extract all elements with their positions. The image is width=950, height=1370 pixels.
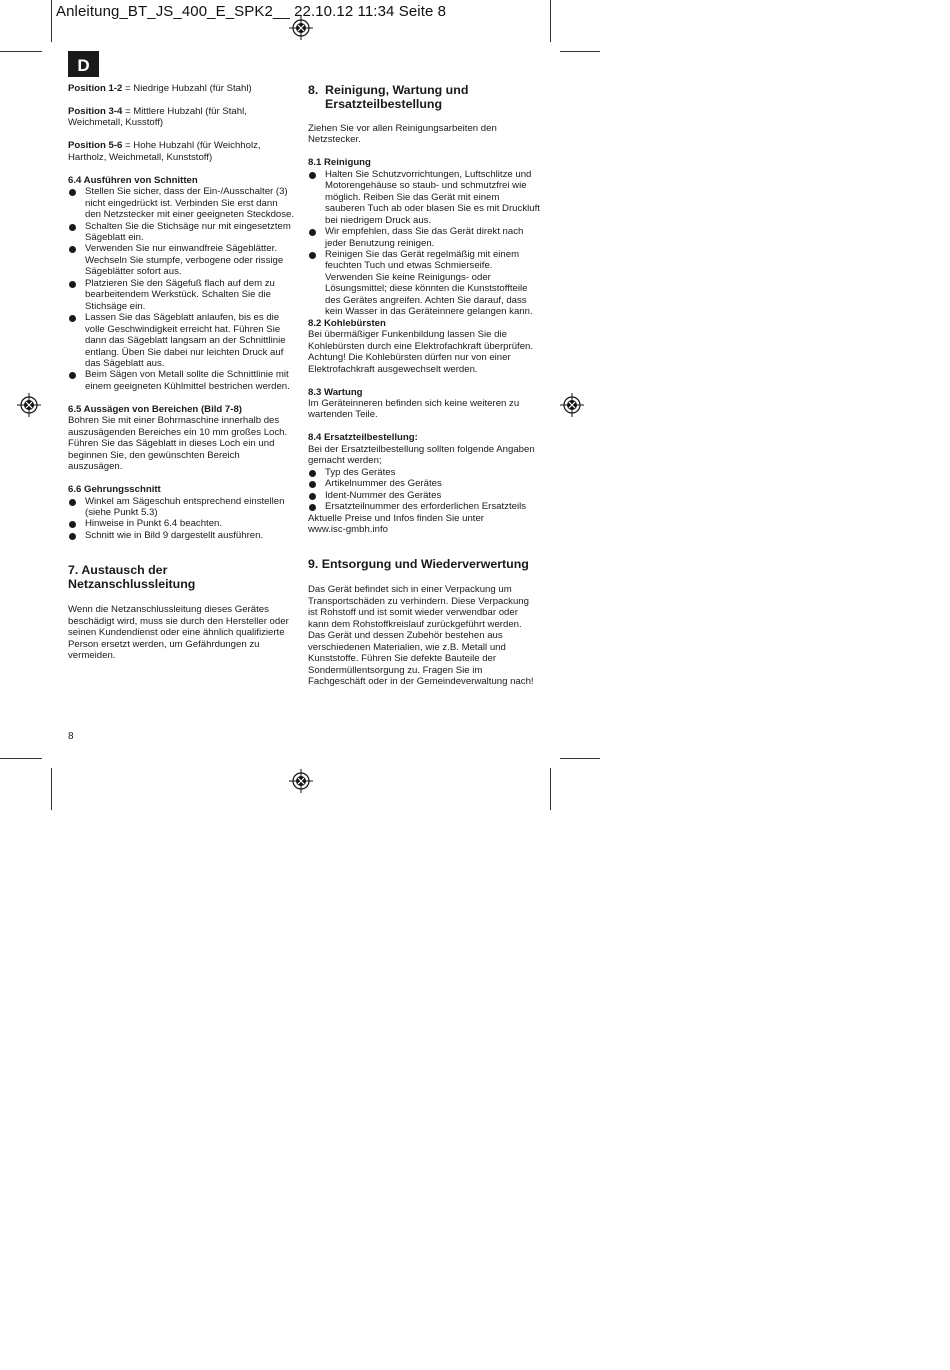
section-6-5-text: Bohren Sie mit einer Bohrmaschine innerhalb des auszusägenden Bereiches ein 10 mm großes Loch. Führen Sie das Sägeblatt in dieses Loch ein und beginnen Sie, den gewünschten Bereich auszusägen. <box>68 415 288 473</box>
crop-mark <box>0 51 42 52</box>
section-8-heading <box>308 83 540 111</box>
right-column <box>308 83 540 688</box>
section-7-text: Wenn die Netzanschlussleitung dieses Gerätes beschädigt wird, muss sie durch den Hersteller oder seinen Kundendienst oder eine ähnlich qualifizierte Person ersetzt werden, um Gefährdungen zu vermeiden. <box>68 604 289 662</box>
left-column <box>68 83 296 662</box>
section-6-4-list <box>68 186 296 392</box>
section-8-intro: Ziehen Sie vor allen Reinigungsarbeiten den Netzstecker. <box>308 123 497 146</box>
section-8-2-heading: 8.2 Kohlebürsten <box>308 317 386 329</box>
list-item: Wir empfehlen, dass Sie das Gerät direkt nach jeder Benutzung reinigen. <box>308 226 540 249</box>
position-text: = Hohe Hubzahl (für Weichholz, Hartholz, Weichmetall, Kunststoff) <box>68 140 261 163</box>
section-8-4-intro: Bei der Ersatzteilbestellung sollten folgende Angaben gemacht werden; <box>308 443 535 467</box>
crop-mark <box>560 51 600 52</box>
crop-mark <box>51 768 52 810</box>
list-item: Stellen Sie sicher, dass der Ein-/Ausschalter (3) nicht eingedrückt ist. Verbinden Sie erst dann den Netzstecker mit einer geeigneten Steckdose. <box>68 186 296 220</box>
section-6-4-heading: 6.4 Ausführen von Schnitten <box>68 174 198 186</box>
crop-mark <box>550 768 551 810</box>
position-3-4 <box>68 106 296 129</box>
list-item: Hinweise in Punkt 6.4 beachten. <box>68 518 296 529</box>
list-item: Platzieren Sie den Sägefuß flach auf dem zu bearbeitendem Werkstück. Schalten Sie die Stichsäge ein. <box>68 278 296 312</box>
list-item: Halten Sie Schutzvorrichtungen, Luftschlitze und Motorengehäuse so staub- und schmutzfrei wie möglich. Reiben Sie das Gerät mit einem sauberen Tuch ab oder blasen Sie es mit Druckluft bei niedrigem Druck aus. <box>308 169 540 226</box>
position-label: Position 1-2 <box>68 83 123 94</box>
section-6-6-heading: 6.6 Gehrungsschnitt <box>68 484 161 496</box>
position-label: Position 3-4 <box>68 105 123 117</box>
section-8-1-heading: 8.1 Reinigung <box>308 157 371 169</box>
list-item: Ident-Nummer des Gerätes <box>308 490 540 501</box>
position-text: = Mittlere Hubzahl (für Stahl, Weichmetall, Kusstoff) <box>68 105 247 129</box>
website-url: www.isc-gmbh.info <box>308 524 388 535</box>
position-1-2 <box>68 83 296 94</box>
section-8-4-list <box>308 467 540 513</box>
section-6-6-list <box>68 496 296 542</box>
list-item: Beim Sägen von Metall sollte die Schnittlinie mit einem geeigneten Kühlmittel bestrichen werden. <box>68 369 296 392</box>
position-label: Position 5-6 <box>68 140 123 152</box>
list-item: Schnitt wie in Bild 9 dargestellt ausführen. <box>68 530 296 541</box>
section-7-heading: 7. Austausch der Netzanschlussleitung <box>68 563 196 592</box>
list-item: Reinigen Sie das Gerät regelmäßig mit einem feuchten Tuch und etwas Schmierseife. Verwenden Sie keine Reinigungs- oder Lösungsmittel; diese könnten die Kunststoffteile des Gerätes angreifen. Achten Sie darauf, dass kein Wasser in das Geräteinnere gelangen kann. <box>308 249 540 318</box>
print-slug: Anleitung_BT_JS_400_E_SPK2__ 22.10.12 11:34 Seite 8 <box>56 3 447 20</box>
section-8-4-heading: 8.4 Ersatzteilbestellung: <box>308 432 418 444</box>
section-title: Reinigung, Wartung und Ersatzteilbestellung <box>325 83 469 111</box>
crop-mark <box>51 0 52 42</box>
section-8-4-outro: Aktuelle Preise und Infos finden Sie unter <box>308 512 484 524</box>
section-8-2-text: Bei übermäßiger Funkenbildung lassen Sie die Kohlebürsten durch eine Elektrofachkraft überprüfen. Achtung! Die Kohlebürsten dürfen nur von einer Elektrofachkraft ausgewechselt werden. <box>308 329 534 375</box>
language-tab: D <box>68 51 99 77</box>
section-6-5-heading: 6.5 Aussägen von Bereichen (Bild 7-8) <box>68 403 242 415</box>
crop-mark <box>560 758 600 759</box>
crop-mark <box>0 758 42 759</box>
registration-mark-icon <box>560 393 584 417</box>
list-item: Lassen Sie das Sägeblatt anlaufen, bis es die volle Geschwindigkeit erreicht hat. Führen Sie dann das Sägeblatt langsam an der Schnittlinie entlang. Üben Sie dabei nur leichten Druck auf das Sägeblatt aus. <box>68 312 296 369</box>
position-5-6 <box>68 140 296 163</box>
section-9-text: Das Gerät befindet sich in einer Verpackung um Transportschäden zu verhindern. Diese Verpackung ist Rohstoff und ist somit wieder verwendbar oder kann dem Rohstoffkreislauf zurückgeführt werden. Das Gerät und dessen Zubehör bestehen aus verschiedenen Materialien, wie z.B. Metall und Kunststoffe. Führen Sie defekte Bauteile der Sondermüllentsorgung zu. Fragen Sie im Fachgeschäft oder in der Gemeindeverwaltung nach! <box>308 584 534 688</box>
registration-mark-icon <box>289 769 313 793</box>
section-8-3-text: Im Geräteinneren befinden sich keine weiteren zu wartenden Teile. <box>308 397 520 421</box>
list-item: Winkel am Sägeschuh entsprechend einstellen (siehe Punkt 5.3) <box>68 496 296 519</box>
page-number: 8 <box>68 731 74 742</box>
section-number: 8. <box>308 83 319 97</box>
list-item: Ersatzteilnummer des erforderlichen Ersatzteils <box>308 501 540 512</box>
list-item: Artikelnummer des Gerätes <box>308 478 540 489</box>
crop-mark <box>550 0 551 42</box>
registration-mark-icon <box>17 393 41 417</box>
section-8-1-list <box>308 169 540 318</box>
registration-mark-icon <box>289 16 313 40</box>
list-item: Schalten Sie die Stichsäge nur mit eingesetztem Sägeblatt ein. <box>68 221 296 244</box>
position-text: = Niedrige Hubzahl (für Stahl) <box>122 83 252 94</box>
list-item: Verwenden Sie nur einwandfreie Sägeblätter. Wechseln Sie stumpfe, verbogene oder rissige Sägeblätter sofort aus. <box>68 243 296 277</box>
section-9-heading: 9. Entsorgung und Wiederverwertung <box>308 557 529 572</box>
list-item: Typ des Gerätes <box>308 467 540 478</box>
section-8-3-heading: 8.3 Wartung <box>308 386 363 398</box>
